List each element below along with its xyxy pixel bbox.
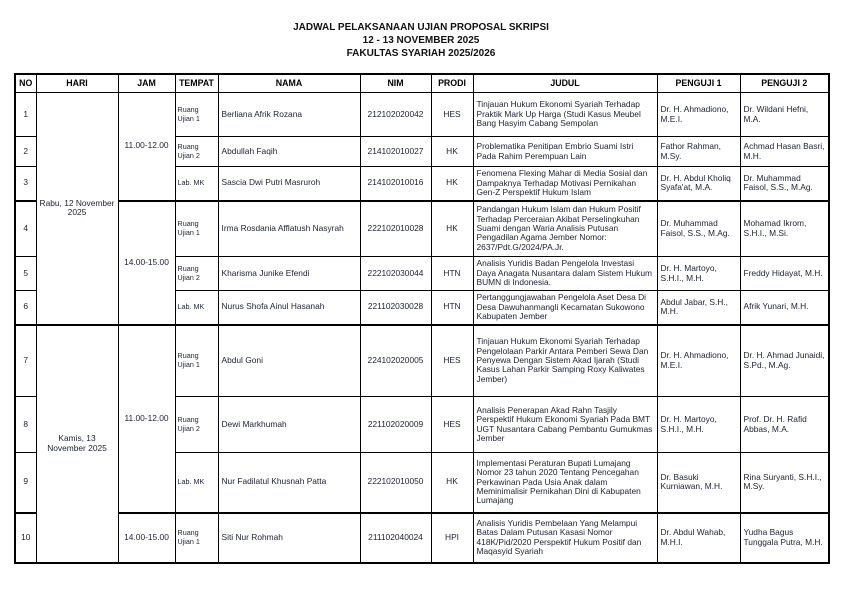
cell-no: 3 bbox=[15, 167, 36, 201]
cell-penguji-1: Abdul Jabar, S.H., M.H. bbox=[657, 291, 740, 325]
cell-prodi: HES bbox=[431, 397, 473, 453]
cell-nama: Sascia Dwi Putri Masruroh bbox=[218, 167, 360, 201]
cell-penguji-1: Dr. Basuki Kurniawan, M.H. bbox=[657, 453, 740, 513]
cell-judul: Analisis Yuridis Badan Pengelola Investasi Daya Anagata Nusantara dalam Sistem Hukum BUMN di Indonesia. bbox=[473, 257, 657, 291]
cell-no: 8 bbox=[15, 397, 36, 453]
schedule-table bbox=[14, 73, 830, 564]
table-row bbox=[15, 325, 829, 397]
cell-penguji-1: Dr. H. Martoyo, S.H.I., M.H. bbox=[657, 397, 740, 453]
title-line-1: JADWAL PELAKSANAAN UJIAN PROPOSAL SKRIPSI bbox=[293, 22, 549, 33]
header-jam: JAM bbox=[118, 74, 175, 93]
cell-nama: Nurus Shofa Ainul Hasanah bbox=[218, 291, 360, 325]
cell-prodi: HK bbox=[431, 201, 473, 257]
cell-prodi: HPI bbox=[431, 513, 473, 563]
cell-nama: Abdul Goni bbox=[218, 325, 360, 397]
title-line-3: FAKULTAS SYARIAH 2025/2026 bbox=[346, 48, 496, 59]
document-title bbox=[14, 21, 828, 60]
cell-penguji-2: Freddy Hidayat, M.H. bbox=[740, 257, 829, 291]
cell-no: 4 bbox=[15, 201, 36, 257]
header-hari: HARI bbox=[36, 74, 118, 93]
cell-nim: 214102010027 bbox=[360, 137, 431, 167]
cell-jam-block3: 11.00-12.00 bbox=[118, 325, 175, 513]
cell-tempat: Ruang Ujian 2 bbox=[175, 257, 218, 291]
cell-tempat: Lab. MK bbox=[175, 291, 218, 325]
cell-penguji-2: Achmad Hasan Basri, M.H. bbox=[740, 137, 829, 167]
cell-judul: Pertanggungjawaban Pengelola Aset Desa Di Desa Dawuhanmangli Kecamatan Sukowono Kabupaten Jember bbox=[473, 291, 657, 325]
cell-judul: Implementasi Peraturan Bupati Lumajang Nomor 23 tahun 2020 Tentang Pencegahan Perkawinan Pada Usia Anak dalam Meminimalisir Pernikahan Dini di Kabupaten Lumajang bbox=[473, 453, 657, 513]
header-row bbox=[15, 74, 829, 93]
cell-no: 9 bbox=[15, 453, 36, 513]
cell-prodi: HK bbox=[431, 453, 473, 513]
cell-tempat: Ruang Ujian 2 bbox=[175, 137, 218, 167]
cell-hari-day2: Kamis, 13 November 2025 bbox=[36, 325, 118, 563]
cell-nama: Kharisma Junike Efendi bbox=[218, 257, 360, 291]
header-nim: NIM bbox=[360, 74, 431, 93]
cell-no: 1 bbox=[15, 93, 36, 137]
cell-no: 5 bbox=[15, 257, 36, 291]
title-line-2: 12 - 13 NOVEMBER 2025 bbox=[362, 35, 480, 46]
cell-nama: Nur Fadilatul Khusnah Patta bbox=[218, 453, 360, 513]
cell-judul: Analisis Yuridis Pembelaan Yang Melampui Batas Dalam Putusan Kasasi Nomor 418K/Pid/2020 Perspektif Hukum Positif dan Maqasyid Syariah bbox=[473, 513, 657, 563]
cell-penguji-2: Prof. Dr. H. Rafid Abbas, M.A. bbox=[740, 397, 829, 453]
cell-judul: Fenomena Flexing Mahar di Media Sosial dan Dampaknya Terhadap Motivasi Pernikahan Gen-Z Perspektif Hukum Islam bbox=[473, 167, 657, 201]
cell-prodi: HES bbox=[431, 325, 473, 397]
cell-penguji-1: Fathor Rahman, M.Sy. bbox=[657, 137, 740, 167]
table-row bbox=[15, 93, 829, 137]
header-no: NO bbox=[15, 74, 36, 93]
cell-judul: Tinjauan Hukum Ekonomi Syariah Terhadap Pengelolaan Parkir Antara Pemberi Sewa Dan Penyewa Dengan Sistem Akad Ijarah (Studi Kasus Lahan Parkir Samping Roxy Kaliwates Jember) bbox=[473, 325, 657, 397]
cell-prodi: HTN bbox=[431, 291, 473, 325]
cell-jam-block2: 14.00-15.00 bbox=[118, 201, 175, 325]
cell-penguji-2: Rina Suryanti, S.H.I., M.Sy. bbox=[740, 453, 829, 513]
cell-nama: Abdullah Faqih bbox=[218, 137, 360, 167]
cell-nim: 224102020005 bbox=[360, 325, 431, 397]
header-prodi: PRODI bbox=[431, 74, 473, 93]
cell-nim: 211102040024 bbox=[360, 513, 431, 563]
cell-jam-block1: 11.00-12.00 bbox=[118, 93, 175, 201]
cell-penguji-2: Dr. Wildani Hefni, M.A. bbox=[740, 93, 829, 137]
cell-nama: Dewi Markhumah bbox=[218, 397, 360, 453]
cell-penguji-2: Dr. H. Ahmad Junaidi, S.Pd., M.Ag. bbox=[740, 325, 829, 397]
cell-prodi: HES bbox=[431, 93, 473, 137]
cell-penguji-2: Mohamad Ikrom, S.H.I., M.Si. bbox=[740, 201, 829, 257]
cell-jam-block4: 14.00-15.00 bbox=[118, 513, 175, 563]
cell-penguji-1: Dr. H. Ahmadiono, M.E.I. bbox=[657, 325, 740, 397]
cell-nama: Berliana Afrik Rozana bbox=[218, 93, 360, 137]
cell-penguji-1: Dr. H. Abdul Kholiq Syafa'at, M.A. bbox=[657, 167, 740, 201]
cell-nama: Irma Rosdania Afflatush Nasyrah bbox=[218, 201, 360, 257]
header-penguji-2: PENGUJI 2 bbox=[740, 74, 829, 93]
cell-judul: Analisis Penerapan Akad Rahn Tasjily Perspektif Hukum Ekonomi Syariah Pada BMT UGT Nusantara Cabang Pembantu Gumukmas Jember bbox=[473, 397, 657, 453]
cell-tempat: Lab. MK bbox=[175, 453, 218, 513]
cell-prodi: HK bbox=[431, 137, 473, 167]
cell-prodi: HTN bbox=[431, 257, 473, 291]
cell-prodi: HK bbox=[431, 167, 473, 201]
cell-tempat: Ruang Ujian 1 bbox=[175, 93, 218, 137]
cell-judul: Pandangan Hukum Islam dan Hukum Positif Terhadap Perceraian Akibat Perselingkuhan Suami dengan Waria Analisis Putusan Pengadilan Agama Jember Nomor: 2637/Pdt.G/2024/PA.Jr. bbox=[473, 201, 657, 257]
cell-penguji-1: Dr. Abdul Wahab, M.H.I. bbox=[657, 513, 740, 563]
cell-tempat: Lab. MK bbox=[175, 167, 218, 201]
cell-nama: Siti Nur Rohmah bbox=[218, 513, 360, 563]
cell-judul: Tinjauan Hukum Ekonomi Syariah Terhadap Praktik Mark Up Harga (Studi Kasus Meubel Bang Hasyim Cabang Sempolan bbox=[473, 93, 657, 137]
cell-penguji-2: Dr. Muhammad Faisol, S.S., M.Ag. bbox=[740, 167, 829, 201]
table-row bbox=[15, 201, 829, 257]
cell-no: 7 bbox=[15, 325, 36, 397]
cell-nim: 222102010050 bbox=[360, 453, 431, 513]
header-penguji-1: PENGUJI 1 bbox=[657, 74, 740, 93]
cell-penguji-1: Dr. H. Martoyo, S.H.I., M.H. bbox=[657, 257, 740, 291]
cell-nim: 214102010016 bbox=[360, 167, 431, 201]
cell-nim: 221102020009 bbox=[360, 397, 431, 453]
table-row bbox=[15, 513, 829, 563]
cell-no: 2 bbox=[15, 137, 36, 167]
cell-hari-day1: Rabu, 12 November 2025 bbox=[36, 93, 118, 325]
cell-penguji-1: Dr. H. Ahmadiono, M.E.I. bbox=[657, 93, 740, 137]
cell-penguji-1: Dr. Muhammad Faisol, S.S., M.Ag. bbox=[657, 201, 740, 257]
cell-nim: 212102020042 bbox=[360, 93, 431, 137]
cell-nim: 221102030028 bbox=[360, 291, 431, 325]
cell-tempat: Ruang Ujian 1 bbox=[175, 325, 218, 397]
cell-tempat: Ruang Ujian 2 bbox=[175, 397, 218, 453]
header-nama: NAMA bbox=[218, 74, 360, 93]
cell-tempat: Ruang Ujian 1 bbox=[175, 201, 218, 257]
cell-no: 6 bbox=[15, 291, 36, 325]
cell-tempat: Ruang Ujian 1 bbox=[175, 513, 218, 563]
header-judul: JUDUL bbox=[473, 74, 657, 93]
header-tempat: TEMPAT bbox=[175, 74, 218, 93]
cell-no: 10 bbox=[15, 513, 36, 563]
cell-judul: Problematika Penitipan Embrio Suami Istri Pada Rahim Perempuan Lain bbox=[473, 137, 657, 167]
cell-penguji-2: Yudha Bagus Tunggala Putra, M.H. bbox=[740, 513, 829, 563]
cell-nim: 222102010028 bbox=[360, 201, 431, 257]
cell-penguji-2: Afrik Yunari, M.H. bbox=[740, 291, 829, 325]
cell-nim: 222102030044 bbox=[360, 257, 431, 291]
